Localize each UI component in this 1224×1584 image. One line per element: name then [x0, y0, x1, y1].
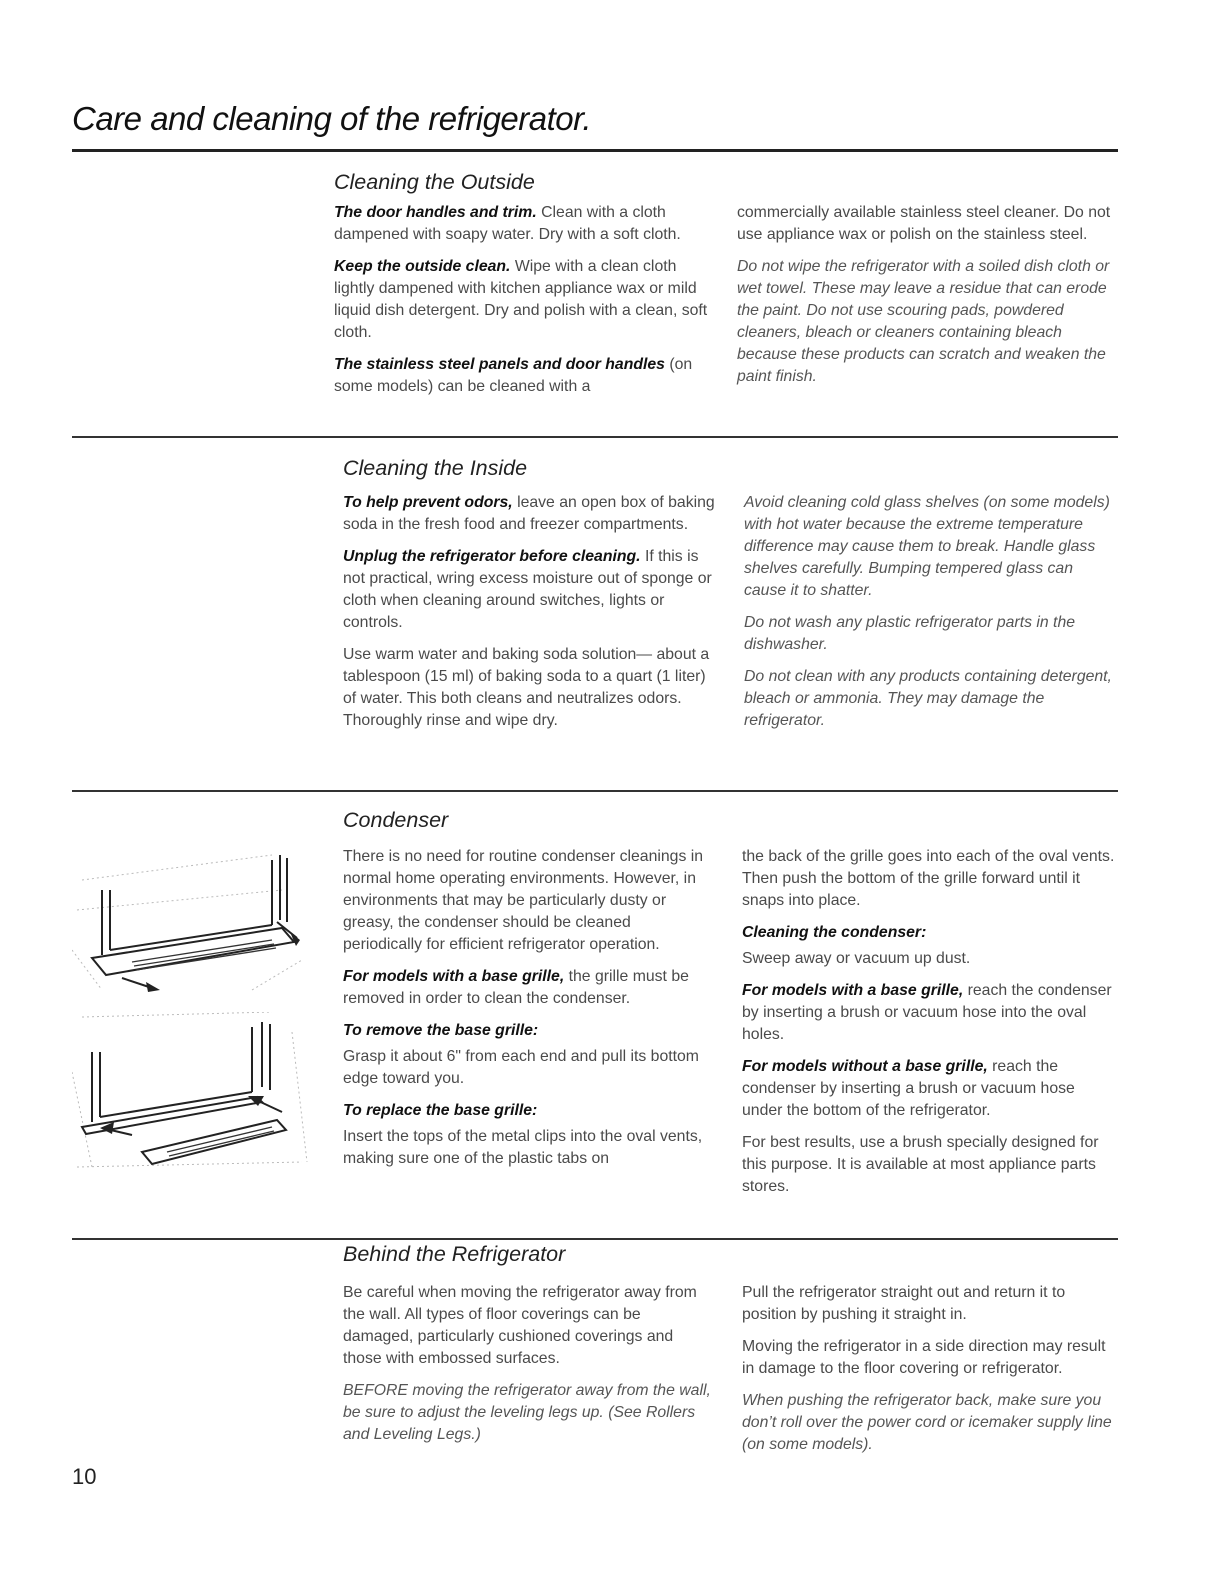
inside-paragraph-1	[343, 492, 723, 536]
remove-grille-heading	[343, 1020, 713, 1042]
cleaning-condenser-text: Sweep away or vacuum up dust.	[742, 950, 971, 967]
outside-paragraph-4: commercially available stainless steel cleaner. Do not use appliance wax or polish on the stainless steel.	[737, 204, 1111, 243]
outside-paragraph-1	[334, 202, 714, 246]
remove-grille-heading-text: To remove the base grille:	[343, 1022, 539, 1039]
outside-p2-lead: Keep the outside clean.	[334, 258, 511, 275]
condenser-p5-text: reach the condenser by inserting a brush or vacuum hose under the bottom of the refrigerator.	[742, 1058, 1075, 1119]
outside-right-column	[737, 202, 1117, 398]
behind-leveling-note: BEFORE moving the refrigerator away from the wall, be sure to adjust the leveling legs up. (See Rollers and Leveling Legs.)	[343, 1382, 711, 1443]
cleaning-condenser-heading-text: Cleaning the condenser:	[742, 924, 927, 941]
title-rule	[72, 149, 1118, 152]
behind-right-column	[742, 1282, 1118, 1466]
behind-heading: Behind the Refrigerator	[343, 1242, 566, 1266]
inside-dishwasher-note: Do not wash any plastic refrigerator parts in the dishwasher.	[744, 614, 1076, 653]
condenser-left-column	[343, 846, 713, 1180]
inside-products-note: Do not clean with any products containing detergent, bleach or ammonia. They may damage the refrigerator.	[744, 668, 1112, 729]
inside-paragraph-3: Use warm water and baking soda solution— about a tablespoon (15 ml) of baking soda to a quart (1 liter) of water. This both cleans and neutralizes odors. Thoroughly rinse and wipe dry.	[343, 646, 710, 729]
inside-p1-lead: To help prevent odors,	[343, 494, 513, 511]
outside-heading: Cleaning the Outside	[334, 170, 535, 194]
condenser-paragraph-2	[343, 966, 713, 1010]
condenser-paragraph-4	[742, 980, 1118, 1046]
condenser-paragraph-3: the back of the grille goes into each of the oval vents. Then push the bottom of the grille forward until it snaps into place.	[742, 848, 1115, 909]
outside-p1-text: Clean with a cloth dampened with soapy water. Dry with a soft cloth.	[334, 204, 681, 243]
behind-paragraph-4: Moving the refrigerator in a side direction may result in damage to the floor covering or refrigerator.	[742, 1338, 1106, 1377]
outside-paragraph-3	[334, 354, 714, 398]
inside-glass-note: Avoid cleaning cold glass shelves (on some models) with hot water because the extreme temperature difference may cause them to break. Handle glass shelves carefully. Bumping tempered glass can cause it to shatter.	[744, 494, 1110, 599]
condenser-p5-lead: For models without a base grille,	[742, 1058, 988, 1075]
inside-p2-lead: Unplug the refrigerator before cleaning.	[343, 548, 641, 565]
page-number: 10	[72, 1464, 97, 1489]
inside-right-column	[744, 492, 1118, 742]
replace-grille-heading-text: To replace the base grille:	[343, 1102, 538, 1119]
behind-left-column	[343, 1282, 715, 1456]
condenser-heading: Condenser	[343, 808, 449, 832]
cleaning-condenser-heading	[742, 922, 1118, 944]
section-divider	[72, 1238, 1118, 1240]
condenser-paragraph-6: For best results, use a brush specially designed for this purpose. It is available at most appliance parts stores.	[742, 1134, 1099, 1195]
inside-heading: Cleaning the Inside	[343, 456, 528, 480]
remove-grille-text: Grasp it about 6" from each end and pull its bottom edge toward you.	[343, 1048, 699, 1087]
inside-left-column	[343, 492, 723, 742]
behind-paragraph-1: Be careful when moving the refrigerator away from the wall. All types of floor coverings can be damaged, particularly cushioned coverings and those with embossed surfaces.	[343, 1284, 697, 1367]
condenser-paragraph-1: There is no need for routine condenser cleanings in normal home operating environments. However, in environments that may be particularly dusty or greasy, the condenser should be cleaned periodically for efficient refrigerator operation.	[343, 848, 704, 953]
inside-p2-text: If this is not practical, wring excess moisture out of sponge or cloth when cleaning around switches, lights or controls.	[343, 548, 712, 631]
behind-paragraph-3: Pull the refrigerator straight out and return it to position by pushing it straight in.	[742, 1284, 1066, 1323]
outside-p1-lead: The door handles and trim.	[334, 204, 537, 221]
outside-paragraph-2	[334, 256, 714, 344]
outside-p2-text: Wipe with a clean cloth lightly dampened with kitchen appliance wax or mild liquid dish detergent. Dry and polish with a clean, soft cloth.	[334, 258, 708, 341]
condenser-right-column	[742, 846, 1118, 1208]
grille-removal-illustration	[72, 850, 312, 995]
section-divider	[72, 790, 1118, 792]
replace-grille-text: Insert the tops of the metal clips into the oval vents, making sure one of the plastic tabs on	[343, 1128, 703, 1167]
page-title: Care and cleaning of the refrigerator.	[72, 100, 592, 137]
condenser-p2-lead: For models with a base grille,	[343, 968, 565, 985]
outside-left-column	[334, 202, 714, 408]
grille-replace-illustration	[72, 1012, 312, 1172]
outside-p3-text: (on some models) can be cleaned with a	[334, 356, 693, 395]
condenser-p2-text: the grille must be removed in order to clean the condenser.	[343, 968, 689, 1007]
condenser-p4-text: reach the condenser by inserting a brush or vacuum hose into the oval holes.	[742, 982, 1112, 1043]
section-divider	[72, 436, 1118, 438]
outside-caution-note: Do not wipe the refrigerator with a soiled dish cloth or wet towel. These may leave a residue that can erode the paint. Do not use scouring pads, powdered cleaners, bleach or cleaners containing bleach because these products can scratch and weaken the paint finish.	[737, 258, 1110, 385]
behind-power-cord-note: When pushing the refrigerator back, make sure you don’t roll over the power cord or icemaker supply line (on some models).	[742, 1392, 1112, 1453]
replace-grille-heading	[343, 1100, 713, 1122]
inside-paragraph-2	[343, 546, 723, 634]
condenser-paragraph-5	[742, 1056, 1118, 1122]
inside-p1-text: leave an open box of baking soda in the fresh food and freezer compartments.	[343, 494, 715, 533]
outside-p3-lead: The stainless steel panels and door handles	[334, 356, 665, 373]
condenser-p4-lead: For models with a base grille,	[742, 982, 964, 999]
